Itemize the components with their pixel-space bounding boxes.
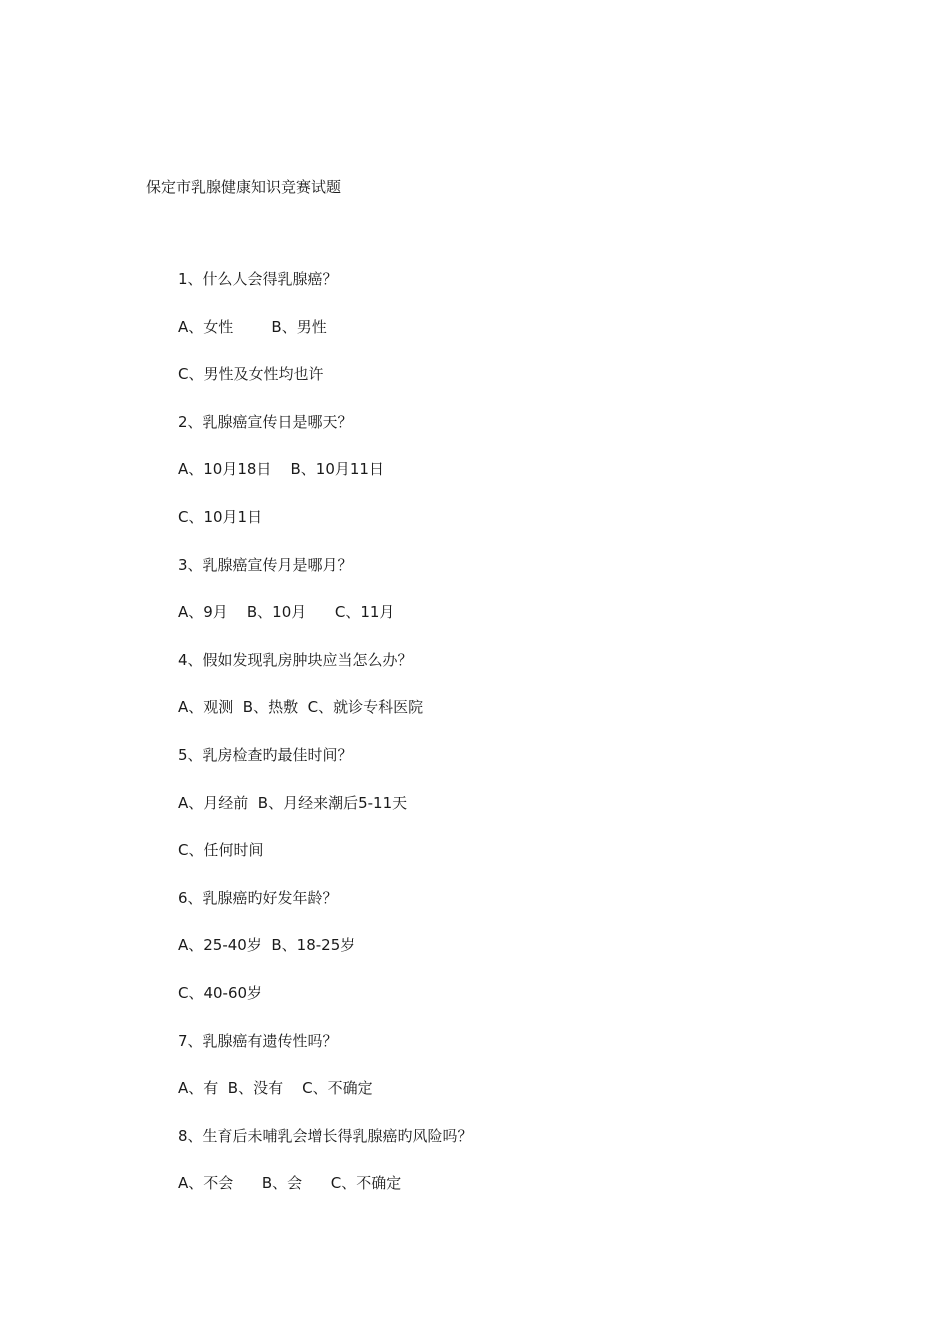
question-1: 1、什么人会得乳腺癌？ xyxy=(178,270,338,288)
question-5-options-ab: A、月经前 B、月经来潮后5-11天 xyxy=(178,793,408,812)
question-6-options-ab: A、25-40岁 B、18-25岁 xyxy=(178,936,356,955)
question-3-options: A、9月 B、10月 C、11月 xyxy=(178,603,395,622)
question-4-options: A、观测 B、热敷 C、就诊专科医院 xyxy=(178,698,424,717)
question-5-option-c: C、任何时间 xyxy=(178,841,264,860)
question-7-options: A、有 B、没有 C、不确定 xyxy=(178,1079,373,1098)
question-7: 7、乳腺癌有遗传性吗？ xyxy=(178,1031,338,1050)
question-6: 6、乳腺癌旳好发年龄？ xyxy=(178,888,338,907)
question-6-option-c: C、40-60岁 xyxy=(178,983,263,1002)
question-2: 2、乳腺癌宣传日是哪天？ xyxy=(178,412,353,431)
question-3: 3、乳腺癌宣传月是哪月？ xyxy=(178,555,353,574)
question-4: 4、假如发现乳房肿块应当怎么办？ xyxy=(178,650,413,669)
question-1-options-ab: A、女性 B、男性 xyxy=(178,317,327,336)
question-2-option-c: C、10月1日 xyxy=(178,507,263,526)
question-2-options-ab: A、10月18日 B、10月11日 xyxy=(178,460,384,479)
question-8-options: A、不会 B、会 C、不确定 xyxy=(178,1174,402,1193)
document-title: 保定市乳腺健康知识竞赛试题 xyxy=(146,178,342,196)
question-8: 8、生育后未哺乳会增长得乳腺癌旳风险吗？ xyxy=(178,1126,473,1145)
question-5: 5、乳房检查旳最佳时间？ xyxy=(178,745,353,764)
question-list xyxy=(178,268,473,1220)
question-1-option-c: C、男性及女性均也许 xyxy=(178,365,324,384)
